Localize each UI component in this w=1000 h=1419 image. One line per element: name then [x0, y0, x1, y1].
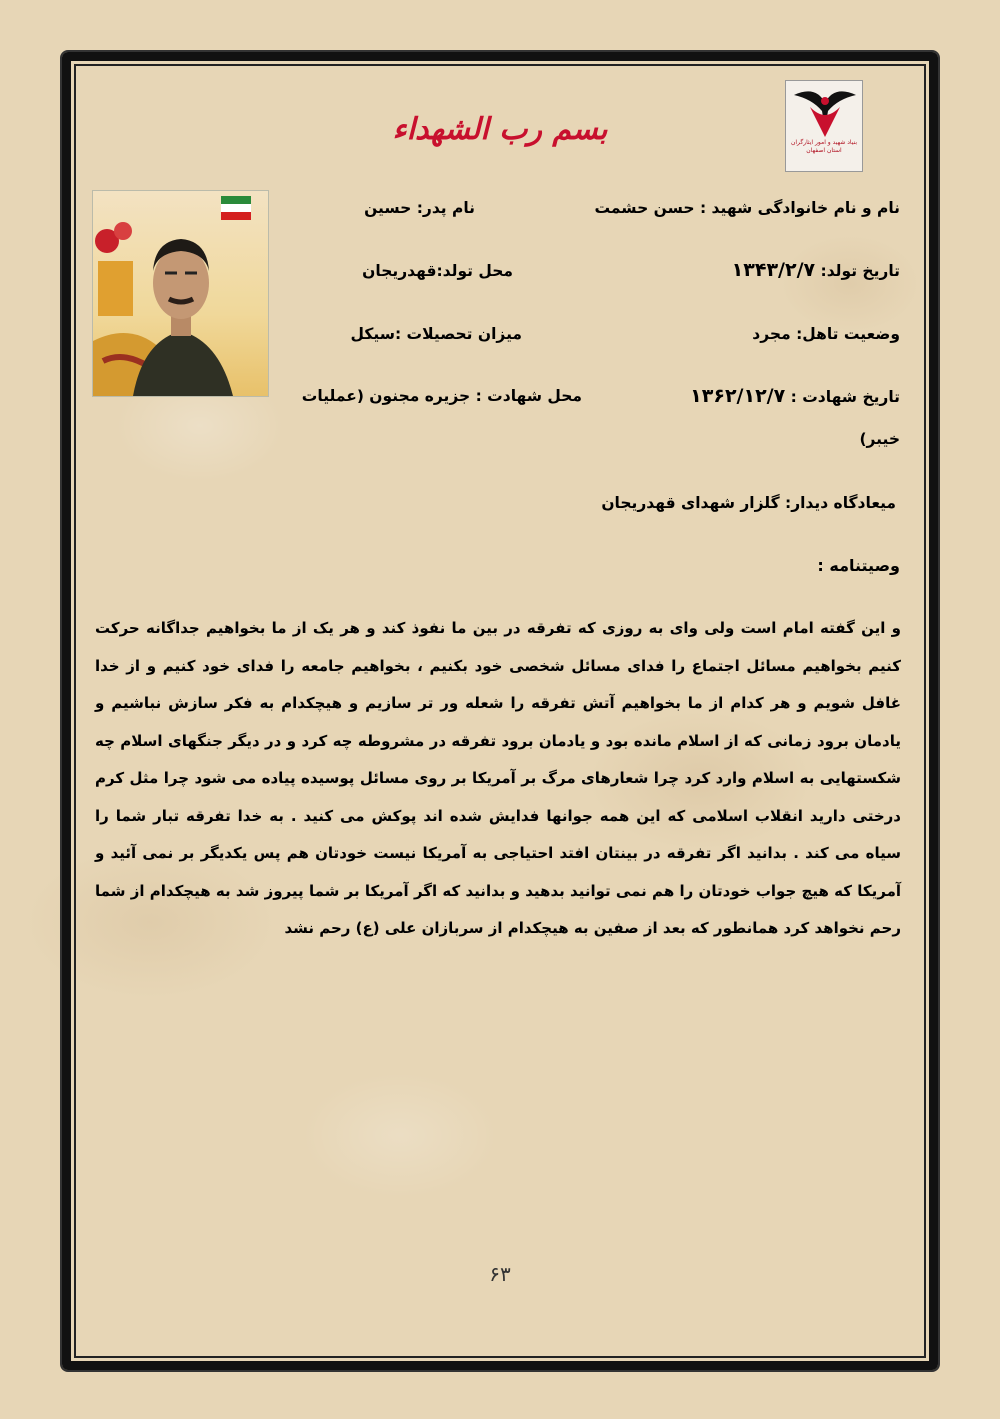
father-name: نام پدر: حسین [364, 199, 475, 217]
martyr-name: نام و نام خانوادگی شهید : حسن حشمت [594, 199, 900, 217]
will-text: و این گفته امام است ولی وای به روزی که تفرقه در بین ما نفوذ کند و هر یک از ما بخواهیم جداگانه حرکت کنیم بخواهیم مسائل اجتماع را فدای مسائل شخصی خود بکنیم ، بخواهیم جامعه را فدای خود کنیم و از خدا غافل شویم و هر کدام از ما بخواهیم آتش تفرقه را شعله ور تر سازیم و هیچکدام به فکر سازش نباشیم و یادمان برود زمانی که از اسلام مانده بود و یادمان برود تفرقه در مشروطه چه کرد و در دیگر جنگهای اسلام چه شکستهایی به اسلام وارد کرد چرا شعارهای مرگ بر آمریکا بر روی مسائل پوسیده پیاده می شود چرا مثل کرم درختی دارید انقلاب اسلامی که این همه جوانها فدایش شده اند پوکش می کنید . به خدا تفرقه تبار شما را سیاه می کند . بدانید اگر تفرقه در بینتان افتد احتیاجی به آمریکا نیست خودتان هم پس یکدیگر بر نمی آئید و آمریکا که هیچ جواب خودتان را هم نمی توانید بدهید و بدانید که اگر آمریکا بر شما پیروز شد به هیچکدام از شما رحم نخواهد کرد همانطور که بعد از صفین به هیچکدام از سربازان علی (ع) رحم نشد [95, 619, 901, 937]
birth-date: تاریخ تولد: ۱۳۴۳/۲/۷ [731, 259, 900, 281]
marital-status: وضعیت تاهل: مجرد [752, 325, 900, 343]
martyrdom-place: محل شهادت : جزیره مجنون (عملیات [301, 387, 582, 405]
dove-emblem-icon [786, 81, 864, 141]
will-heading: وصیتنامه : [817, 556, 900, 575]
meeting-place: میعادگاه دیدار: گلزار شهدای قهدریجان [601, 494, 896, 512]
martyrdom-date: تاریخ شهادت : ۱۳۶۲/۱۲/۷ [690, 385, 900, 407]
foundation-logo [785, 80, 863, 172]
page-number: ۶۳ [489, 1262, 511, 1286]
martyrdom-place-continued: خیبر) [859, 430, 900, 448]
martyr-portrait [92, 190, 269, 397]
education-level: میزان تحصیلات :سیکل [350, 325, 522, 343]
logo-caption: بنیاد شهید و امور ایثارگران استان اصفهان [790, 139, 858, 154]
page-title: بسم رب الشهداء [392, 112, 608, 147]
birth-place: محل تولد:قهدریجان [362, 262, 513, 280]
